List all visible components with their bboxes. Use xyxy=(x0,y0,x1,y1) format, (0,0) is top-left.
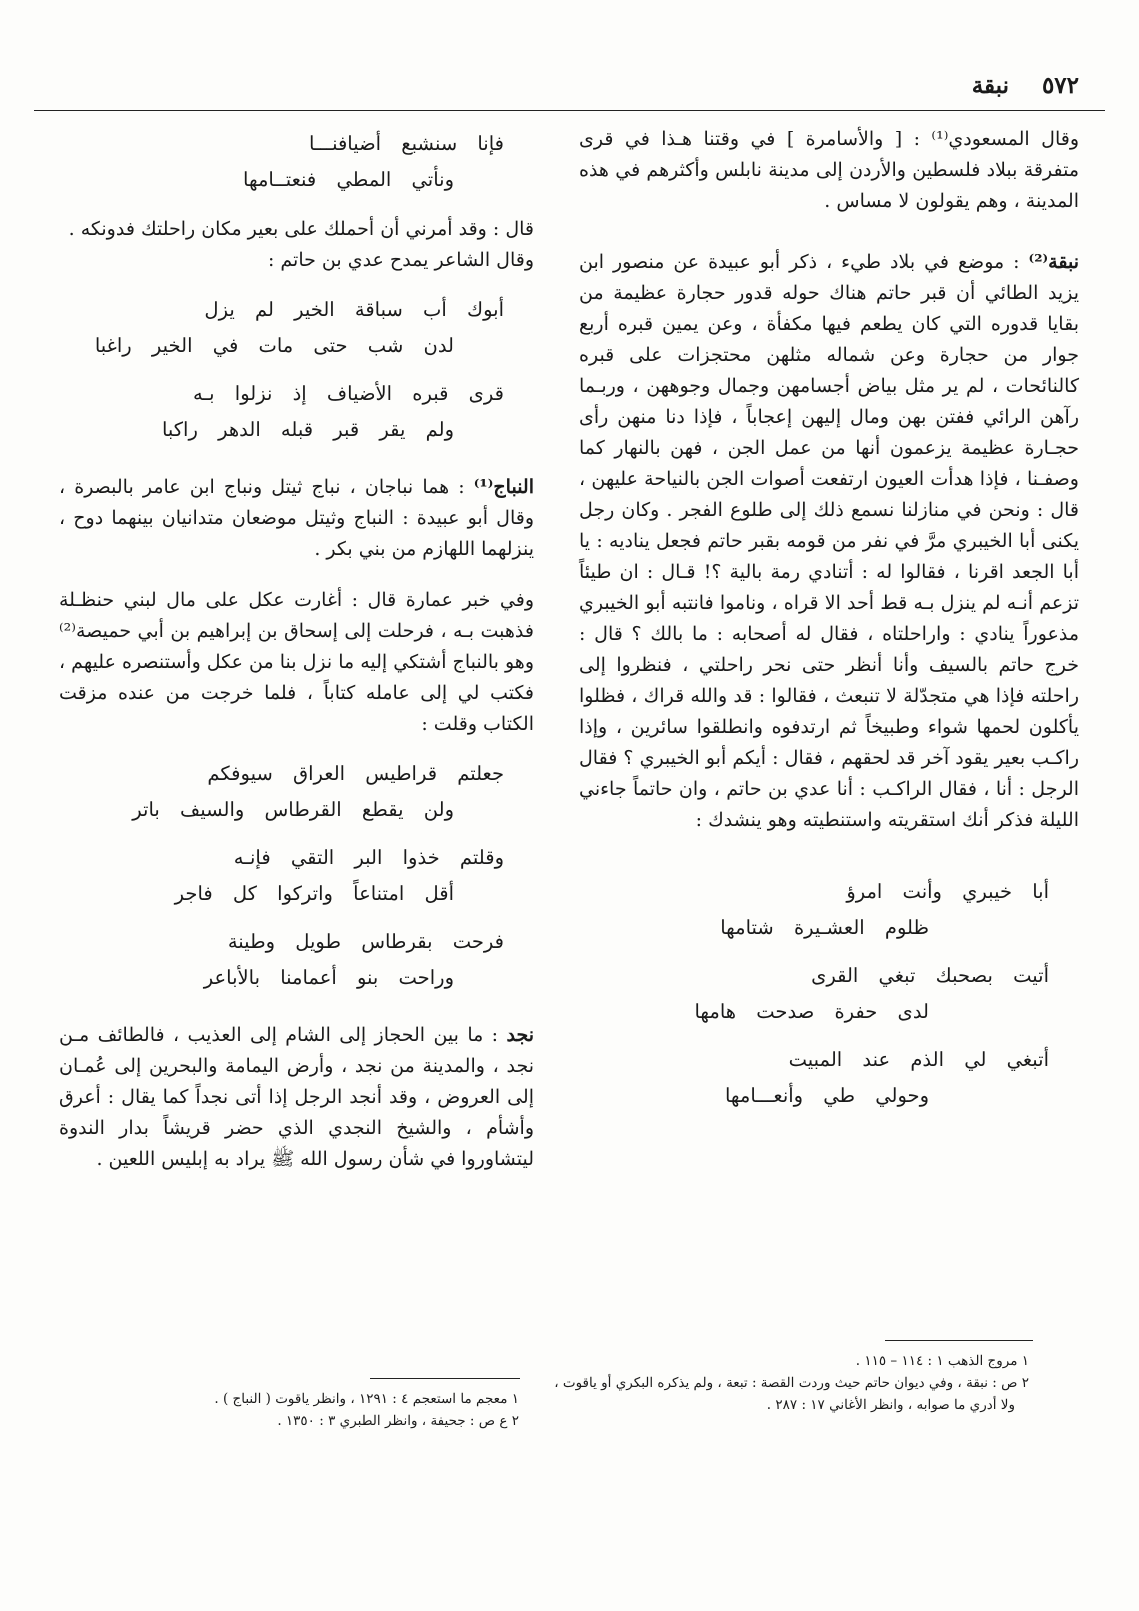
footnote: ٢ ص : نبقة ، وفي ديوان حاتم حيث وردت القصة : تبعة ، ولم يذكره البكري أو ياقوت ، xyxy=(554,1375,1029,1391)
amara-paragraph: وفي خبر عمارة قال : أغارت عكل على مال لبني حنظـلة فذهبت بـه ، فرحلت إلى إسحاق بن إبراهيم بن أبي حميصة⁽²⁾ وهو بالنباج أشتكي إليه ما نزل بنا من عكل وأستنصره عليهم ، فكتب لي إلى عامله كتاباً ، فلما خرجت من عنده مزقت الكتاب وقلت : xyxy=(59,589,534,735)
verse-hemistich: وقلتم خذوا البر التقي فإنـه xyxy=(233,846,504,869)
verse-line xyxy=(59,160,534,208)
najd-entry xyxy=(59,1020,534,1175)
verse-line xyxy=(59,838,534,874)
footnote: ١ معجم ما استعجم ٤ : ١٢٩١ ، وانظر ياقوت ( النباج ) . xyxy=(214,1391,519,1407)
verse-hemistich: أتيت بصحبك تبغي القرى xyxy=(811,964,1049,987)
verse-line xyxy=(59,958,534,1006)
poet-intro: وقال الشاعر يمدح عدي بن حاتم : xyxy=(267,249,534,271)
verse-line xyxy=(579,1040,1079,1076)
headword-najd: نجد xyxy=(506,1024,534,1046)
verse-hemistich: ولم يقر قبر قبله الدهر راكبا xyxy=(161,418,454,441)
verse-line xyxy=(59,922,534,958)
verse-hemistich: لدن شب حتى مات في الخير راغبا xyxy=(94,334,454,357)
footnote: ٢ ع ص : جحيفة ، وانظر الطبري ٣ : ١٣٥٠ . xyxy=(277,1413,519,1429)
header-rule xyxy=(34,110,1105,111)
left-column xyxy=(59,124,534,1175)
verse-hemistich: لدى حفرة صدحت هامها xyxy=(694,1000,929,1023)
nabbaj-entry-text: : هما نباجان ، نباج ثيتل ونباج ابن عامر بالبصرة ، وقال أبو عبيدة : النباج وثيتل موضعان متدانيان بينهما دوح ، ينزلهما اللهازم من بني بكر . xyxy=(59,476,534,560)
verse-hemistich: ظلوم العشـيرة شتامها xyxy=(720,916,929,939)
headword-nabbaj: النباج⁽¹⁾ xyxy=(473,476,534,498)
verse-line xyxy=(59,326,534,374)
verse-hemistich: أبوك أب سباقة الخير لم يزل xyxy=(204,298,504,321)
verse-line xyxy=(579,956,1079,992)
page-number: ٥٧٢ xyxy=(1041,72,1079,99)
verse-hemistich: أبا خيبري وأنت امرؤ xyxy=(846,880,1049,903)
verse-hemistich: ولن يقطع القرطاس والسيف باتر xyxy=(132,798,454,821)
verse-hemistich: وراحت بنو أعمامنا بالأباعر xyxy=(203,966,454,989)
verse-hemistich: فرحت بقرطاس طويل وطينة xyxy=(227,930,504,953)
footnote: ١ مروج الذهب ١ : ١١٤ – ١١٥ . xyxy=(855,1353,1029,1369)
nabqa-entry xyxy=(579,247,1079,836)
verse-line xyxy=(59,410,534,458)
verse-line xyxy=(579,1076,1079,1124)
footnote-divider-left xyxy=(370,1378,520,1379)
footnote-divider-right xyxy=(885,1340,1033,1341)
footnotes-right xyxy=(449,1350,1029,1416)
verse-line xyxy=(579,872,1079,908)
verse-hemistich: جعلتم قراطيس العراق سيوفكم xyxy=(207,762,504,785)
right-column xyxy=(579,124,1079,1124)
verse-hemistich: وحولي طي وأنعـــامها xyxy=(724,1084,929,1107)
verse-hemistich: أقل امتناعاً واتركوا كل فاجر xyxy=(174,882,454,905)
qal-paragraph: قال : وقد أمرني أن أحملك على بعير مكان راحلتك فدونكه . xyxy=(68,218,534,240)
verse-line xyxy=(59,874,534,922)
verse-line xyxy=(59,124,534,160)
running-head xyxy=(60,68,1079,102)
headword-nabqa: نبقة⁽²⁾ xyxy=(1028,251,1079,273)
verse-hemistich: قرى قبره الأضياف إذ نزلوا بـه xyxy=(193,382,504,405)
footnotes-left xyxy=(49,1388,519,1432)
verse-line xyxy=(59,374,534,410)
verse-line xyxy=(579,992,1079,1040)
verse-line xyxy=(579,908,1079,956)
verse-hemistich: ونأتي المطي فنعتــامها xyxy=(243,168,454,191)
running-headword: نبقة xyxy=(971,72,1009,99)
nabqa-entry-text: : موضع في بلاد طيء ، ذكر أبو عبيدة عن منصور ابن يزيد الطائي أن قبر حاتم هناك حوله قدور حجارة عظيمة من بقايا قدوره التي كان يطعم فيها مكفأة ، وعن يمين قبره أربع جوار من حجارة وعن شماله مثلهن محتجزات على قبره كالنائحات ، لم ير مثل بياض أجسامهن وجمال وجوههن ، وربـما رآهن الرائي ففتن بهن ومال إليهن إعجاباً ، فإذا دنا منهن رأى حجـارة عظيمة يزعمون أنها من عمل الجن ، فهن بالنهار كما وصفـنا ، فإذا هدأت العيون ارتفعت أصوات الجن بالنياحة عليهن ، قال : ونحن في منازلنا نسمع ذلك إلى طلوع الفجر . وكان رجل يكنى أبا الخيبري مرَّ في نفر من قومه بقبر حاتم فجعل يناديه : يا أبا الجعد اقرنا ، فقالوا له : أتنادي رمة بالية ؟! قـال : ان طيئاً تزعم أنـه لم ينزل بـه قط أحد الا قراه ، وناموا فانتبه أبو الخيبري مذعوراً ينادي : واراحلتاه ، فقال له أصحابه : ما بالك ؟ قال : خرج حاتم بالسيف وأنا أنظر حتى نحر راحلتي ، فنظروا إلى راحلته فإذا هي متجدّلة لا تنبعث ، فقالوا : قد والله قراك ، فظلوا يأكلون لحمها شواء وطبيخاً ثم ارتدفوه وانطلقوا سائرين ، وإذا راكـب بعير يقود آخر قد لحقهم ، فقال : أيكم أبو الخيبري ؟ فقال الرجل : أنا ، فقال الراكـب : أنا عدي بن حاتم ، وان حاتماً جاءني الليلة فذكر أنك استقريته واستنطيته وهو ينشدك : xyxy=(579,251,1079,831)
najd-entry-text: : ما بين الحجاز إلى الشام إلى العذيب ، فالطائف مـن نجد ، والمدينة من نجد ، وأرض اليمامة والبحرين إلى عُمـان إلى العروض ، وقد أنجد الرجل إذا أتى نجداً كما يقال : أعرق وأشأم ، والشيخ النجدي الذي حضر قريشاً بدار الندوة ليتشاوروا في شأن رسول الله ﷺ يراد به إبليس اللعين . xyxy=(59,1024,534,1170)
masudi-paragraph: وقال المسعودي⁽¹⁾ : [ والأسامرة ] في وقتنا هـذا في قرى متفرقة ببلاد فلسطين والأردن إلى مدينة نابلس وأكثرهم في هذه المدينة ، وهم يقولون لا مساس . xyxy=(579,128,1079,212)
verse-line xyxy=(59,790,534,838)
verse-hemistich: أتبغي لي الذم عند المبيت xyxy=(788,1048,1049,1071)
verse-line xyxy=(59,290,534,326)
verse-hemistich: فإنا سنشبع أضيافنـــا xyxy=(309,132,504,155)
verse-line xyxy=(59,754,534,790)
footnote: ولا أدري ما صوابه ، وانظر الأغاني ١٧ : ٢٨٧ . xyxy=(766,1397,1015,1413)
nabbaj-entry xyxy=(59,472,534,565)
